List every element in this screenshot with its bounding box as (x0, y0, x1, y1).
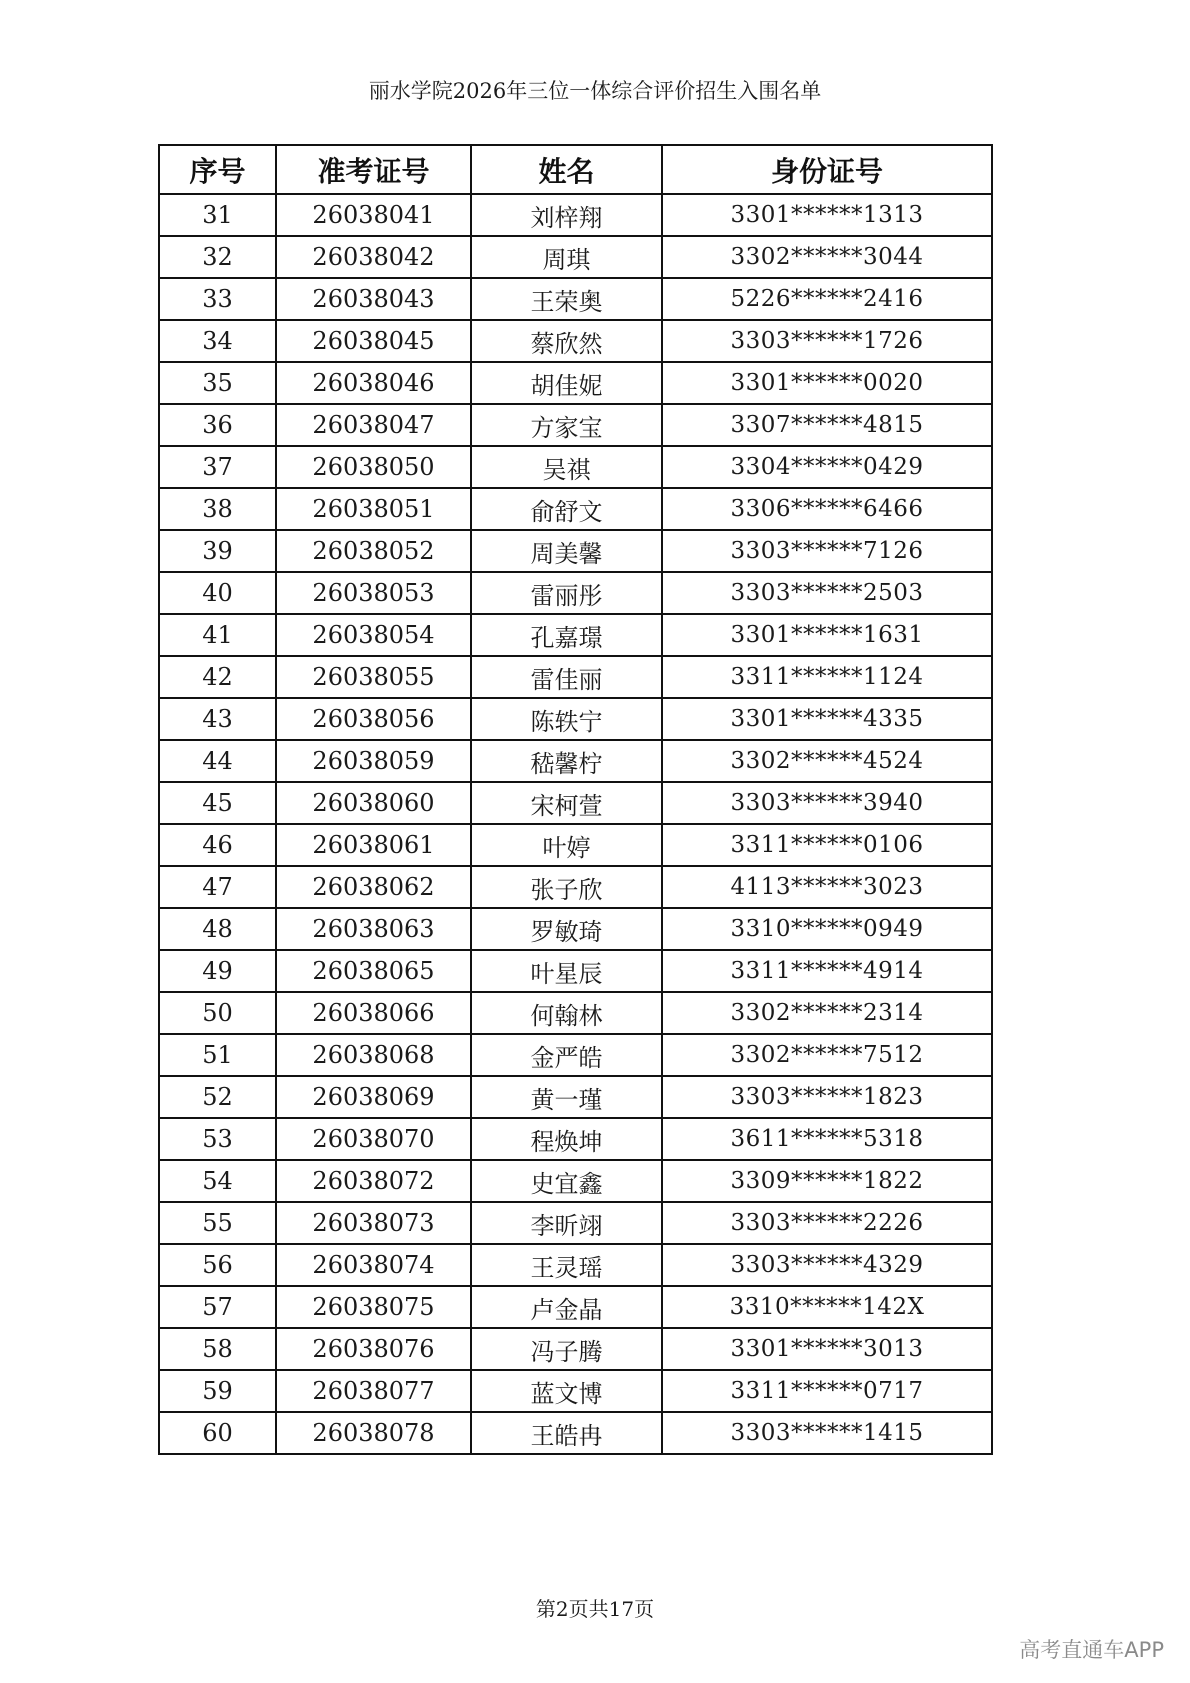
cell-name: 孔嘉璟 (471, 614, 662, 656)
cell-name: 程焕坤 (471, 1118, 662, 1160)
cell-name: 蓝文博 (471, 1370, 662, 1412)
cell-name: 胡佳妮 (471, 362, 662, 404)
cell-name: 史宜鑫 (471, 1160, 662, 1202)
table-row (159, 782, 992, 824)
cell-exam-no: 26038059 (276, 740, 471, 782)
cell-name: 周琪 (471, 236, 662, 278)
table-row (159, 698, 992, 740)
cell-id-no: 3302******7512 (662, 1034, 992, 1076)
table-row (159, 236, 992, 278)
table-row (159, 656, 992, 698)
table-row (159, 740, 992, 782)
table-row (159, 1202, 992, 1244)
table-row (159, 1328, 992, 1370)
cell-exam-no: 26038060 (276, 782, 471, 824)
cell-id-no: 3301******1631 (662, 614, 992, 656)
cell-exam-no: 26038056 (276, 698, 471, 740)
table-row (159, 1244, 992, 1286)
cell-seq: 46 (159, 824, 276, 866)
table-row (159, 908, 992, 950)
cell-name: 金严皓 (471, 1034, 662, 1076)
cell-seq: 31 (159, 194, 276, 236)
cell-seq: 47 (159, 866, 276, 908)
cell-id-no: 3304******0429 (662, 446, 992, 488)
cell-id-no: 3310******0949 (662, 908, 992, 950)
cell-id-no: 3611******5318 (662, 1118, 992, 1160)
cell-exam-no: 26038055 (276, 656, 471, 698)
cell-name: 黄一瑾 (471, 1076, 662, 1118)
cell-seq: 37 (159, 446, 276, 488)
cell-seq: 38 (159, 488, 276, 530)
cell-name: 雷丽彤 (471, 572, 662, 614)
cell-id-no: 5226******2416 (662, 278, 992, 320)
cell-id-no: 3301******0020 (662, 362, 992, 404)
cell-name: 周美馨 (471, 530, 662, 572)
cell-id-no: 3311******4914 (662, 950, 992, 992)
cell-id-no: 3307******4815 (662, 404, 992, 446)
cell-exam-no: 26038077 (276, 1370, 471, 1412)
cell-name: 宋柯萱 (471, 782, 662, 824)
table-header-row (159, 145, 992, 194)
cell-name: 叶婷 (471, 824, 662, 866)
cell-seq: 52 (159, 1076, 276, 1118)
admission-list-table (158, 144, 993, 1455)
cell-seq: 41 (159, 614, 276, 656)
cell-seq: 36 (159, 404, 276, 446)
cell-name: 嵇馨柠 (471, 740, 662, 782)
cell-exam-no: 26038068 (276, 1034, 471, 1076)
cell-seq: 42 (159, 656, 276, 698)
cell-exam-no: 26038065 (276, 950, 471, 992)
table-row (159, 1370, 992, 1412)
cell-id-no: 3303******2503 (662, 572, 992, 614)
cell-exam-no: 26038061 (276, 824, 471, 866)
cell-seq: 40 (159, 572, 276, 614)
cell-id-no: 3303******3940 (662, 782, 992, 824)
cell-exam-no: 26038052 (276, 530, 471, 572)
cell-seq: 32 (159, 236, 276, 278)
cell-exam-no: 26038047 (276, 404, 471, 446)
cell-exam-no: 26038063 (276, 908, 471, 950)
cell-name: 方家宝 (471, 404, 662, 446)
cell-seq: 58 (159, 1328, 276, 1370)
table-row (159, 1286, 992, 1328)
cell-name: 王荣奥 (471, 278, 662, 320)
cell-id-no: 3309******1822 (662, 1160, 992, 1202)
page-number-footer: 第2页共17页 (535, 1597, 655, 1621)
cell-id-no: 3311******0106 (662, 824, 992, 866)
column-header-seq: 序号 (159, 145, 276, 194)
cell-exam-no: 26038076 (276, 1328, 471, 1370)
cell-seq: 34 (159, 320, 276, 362)
table-row (159, 1118, 992, 1160)
cell-exam-no: 26038072 (276, 1160, 471, 1202)
cell-exam-no: 26038066 (276, 992, 471, 1034)
cell-name: 王皓冉 (471, 1412, 662, 1454)
table-row (159, 866, 992, 908)
cell-id-no: 3302******3044 (662, 236, 992, 278)
table-body (159, 194, 992, 1454)
cell-seq: 53 (159, 1118, 276, 1160)
cell-id-no: 3301******1313 (662, 194, 992, 236)
cell-exam-no: 26038074 (276, 1244, 471, 1286)
cell-exam-no: 26038051 (276, 488, 471, 530)
cell-seq: 33 (159, 278, 276, 320)
cell-name: 叶星辰 (471, 950, 662, 992)
table-row (159, 614, 992, 656)
cell-seq: 45 (159, 782, 276, 824)
cell-seq: 48 (159, 908, 276, 950)
cell-id-no: 3303******1415 (662, 1412, 992, 1454)
table-row (159, 278, 992, 320)
cell-exam-no: 26038062 (276, 866, 471, 908)
cell-seq: 49 (159, 950, 276, 992)
table-row (159, 950, 992, 992)
table-row (159, 530, 992, 572)
cell-id-no: 3303******1726 (662, 320, 992, 362)
cell-exam-no: 26038075 (276, 1286, 471, 1328)
cell-id-no: 3302******4524 (662, 740, 992, 782)
cell-exam-no: 26038043 (276, 278, 471, 320)
cell-name: 陈轶宁 (471, 698, 662, 740)
cell-seq: 39 (159, 530, 276, 572)
cell-seq: 55 (159, 1202, 276, 1244)
cell-seq: 50 (159, 992, 276, 1034)
cell-id-no: 3303******4329 (662, 1244, 992, 1286)
cell-seq: 54 (159, 1160, 276, 1202)
table-row (159, 1076, 992, 1118)
cell-exam-no: 26038050 (276, 446, 471, 488)
cell-name: 何翰林 (471, 992, 662, 1034)
table-row (159, 320, 992, 362)
column-header-id-no: 身份证号 (662, 145, 992, 194)
cell-seq: 51 (159, 1034, 276, 1076)
table-row (159, 824, 992, 866)
cell-name: 刘梓翔 (471, 194, 662, 236)
watermark-text: 高考直通车APP (1019, 1638, 1164, 1662)
cell-exam-no: 26038054 (276, 614, 471, 656)
column-header-name: 姓名 (471, 145, 662, 194)
cell-name: 吴祺 (471, 446, 662, 488)
table-row (159, 404, 992, 446)
cell-id-no: 3302******2314 (662, 992, 992, 1034)
cell-exam-no: 26038078 (276, 1412, 471, 1454)
cell-id-no: 3303******1823 (662, 1076, 992, 1118)
column-header-exam-no: 准考证号 (276, 145, 471, 194)
cell-name: 卢金晶 (471, 1286, 662, 1328)
table-row (159, 446, 992, 488)
cell-exam-no: 26038070 (276, 1118, 471, 1160)
cell-id-no: 3303******2226 (662, 1202, 992, 1244)
cell-name: 王灵瑶 (471, 1244, 662, 1286)
table-row (159, 488, 992, 530)
cell-seq: 57 (159, 1286, 276, 1328)
cell-exam-no: 26038053 (276, 572, 471, 614)
cell-id-no: 3301******4335 (662, 698, 992, 740)
cell-id-no: 3303******7126 (662, 530, 992, 572)
table-row (159, 194, 992, 236)
table-row (159, 992, 992, 1034)
cell-seq: 43 (159, 698, 276, 740)
cell-seq: 59 (159, 1370, 276, 1412)
cell-id-no: 3311******0717 (662, 1370, 992, 1412)
cell-exam-no: 26038041 (276, 194, 471, 236)
cell-exam-no: 26038045 (276, 320, 471, 362)
cell-id-no: 3306******6466 (662, 488, 992, 530)
cell-name: 雷佳丽 (471, 656, 662, 698)
table-row (159, 1034, 992, 1076)
cell-name: 张子欣 (471, 866, 662, 908)
table-row (159, 1412, 992, 1454)
cell-name: 冯子腾 (471, 1328, 662, 1370)
cell-exam-no: 26038046 (276, 362, 471, 404)
cell-id-no: 3311******1124 (662, 656, 992, 698)
cell-id-no: 3301******3013 (662, 1328, 992, 1370)
cell-id-no: 3310******142X (662, 1286, 992, 1328)
cell-seq: 60 (159, 1412, 276, 1454)
cell-id-no: 4113******3023 (662, 866, 992, 908)
cell-seq: 44 (159, 740, 276, 782)
cell-exam-no: 26038073 (276, 1202, 471, 1244)
cell-seq: 35 (159, 362, 276, 404)
cell-name: 蔡欣然 (471, 320, 662, 362)
cell-name: 俞舒文 (471, 488, 662, 530)
table-row (159, 572, 992, 614)
cell-exam-no: 26038069 (276, 1076, 471, 1118)
cell-exam-no: 26038042 (276, 236, 471, 278)
table-row (159, 1160, 992, 1202)
page-title: 丽水学院2026年三位一体综合评价招生入围名单 (368, 79, 822, 103)
cell-name: 罗敏琦 (471, 908, 662, 950)
cell-name: 李昕翊 (471, 1202, 662, 1244)
cell-seq: 56 (159, 1244, 276, 1286)
table-row (159, 362, 992, 404)
